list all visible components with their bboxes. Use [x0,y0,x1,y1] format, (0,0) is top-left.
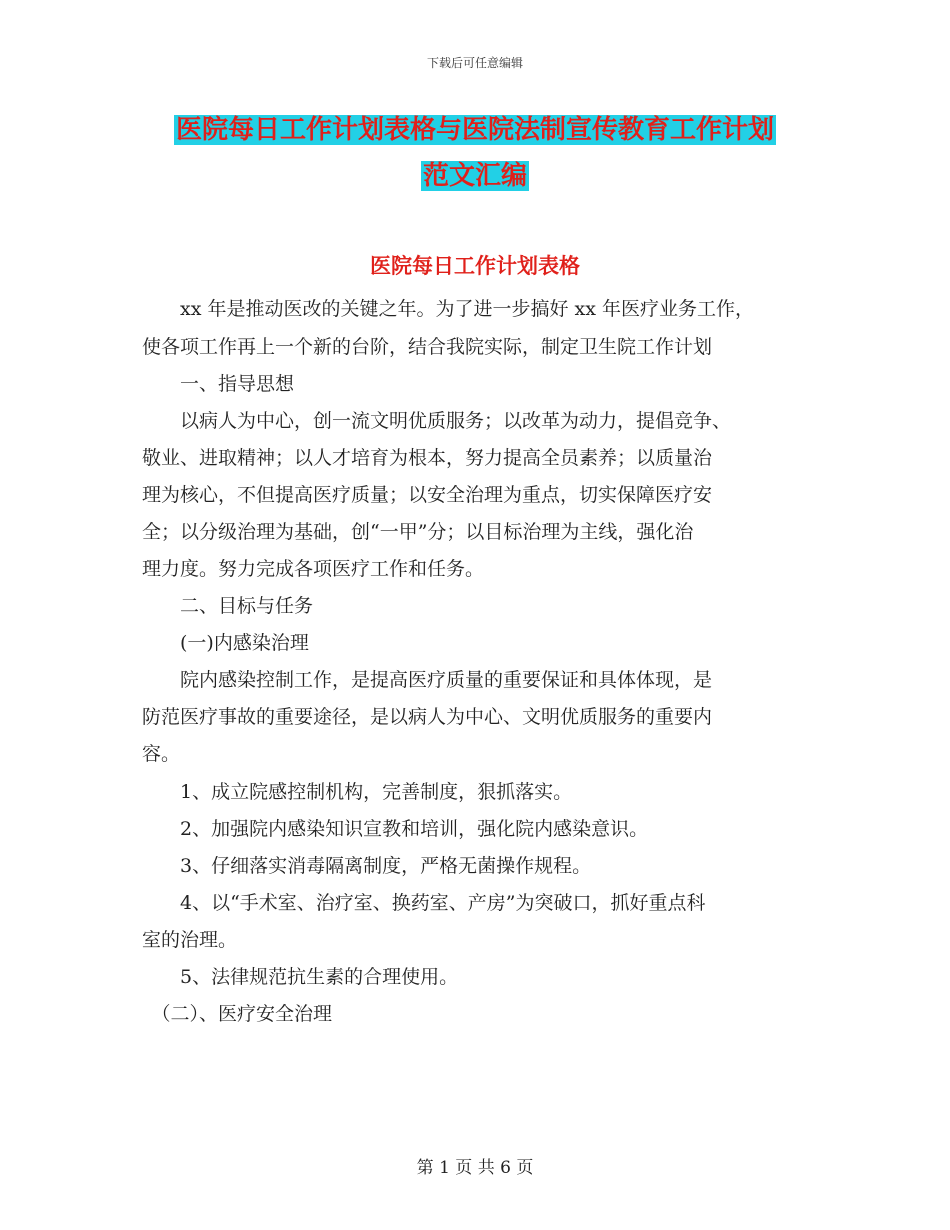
body-line: 容。 [142,743,181,765]
document-title-line-1 [0,113,950,147]
body-line: 2、加强院内感染知识宣教和培训，强化院内感染意识。 [142,818,649,840]
page-number-footer: 第 1 页 共 6 页 [416,1158,534,1178]
body-line: 理为核心，不但提高医疗质量；以安全治理为重点，切实保障医疗安 [142,484,713,506]
body-line: 3、仔细落实消毒隔离制度，严格无菌操作规程。 [142,855,592,877]
document-title-line-2 [0,159,950,193]
body-line: 以病人为中心，创一流文明优质服务；以改革为动力，提倡竞争、 [142,410,732,432]
body-line: 一、指导思想 [142,373,295,395]
document-title-text-2: 范文汇编 [422,161,527,191]
header-note: 下载后可任意编辑 [426,56,523,70]
body-line: （二）、医疗安全治理 [142,1003,333,1025]
body-line: 防范医疗事故的重要途径，是以病人为中心、文明优质服务的重要内 [142,706,713,728]
body-line: xx 年是推动医改的关键之年。为了进一步搞好 xx 年医疗业务工作， [142,298,754,320]
body-line: 4、以“手术室、治疗室、换药室、产房”为突破口，抓好重点科 [142,892,706,914]
body-line: 敬业、进取精神；以人才培育为根本，努力提高全员素养；以质量治 [142,447,713,469]
body-line: (一)内感染治理 [142,632,309,654]
section-title: 医院每日工作计划表格 [370,254,580,278]
body-line: 5、法律规范抗生素的合理使用。 [142,966,459,988]
body-line: 二、目标与任务 [142,595,314,617]
body-line: 室的治理。 [142,929,238,951]
body-line: 院内感染控制工作，是提高医疗质量的重要保证和具体体现，是 [142,669,713,691]
document-title-text-1: 医院每日工作计划表格与医院法制宣传教育工作计划 [175,115,774,145]
body-line: 使各项工作再上一个新的台阶，结合我院实际，制定卫生院工作计划 [142,336,713,358]
body-line: 1、成立院感控制机构，完善制度，狠抓落实。 [142,781,573,803]
body-line: 理力度。努力完成各项医疗工作和任务。 [142,558,485,580]
body-line: 全；以分级治理为基础，创“一甲”分；以目标治理为主线，强化治 [142,521,694,543]
